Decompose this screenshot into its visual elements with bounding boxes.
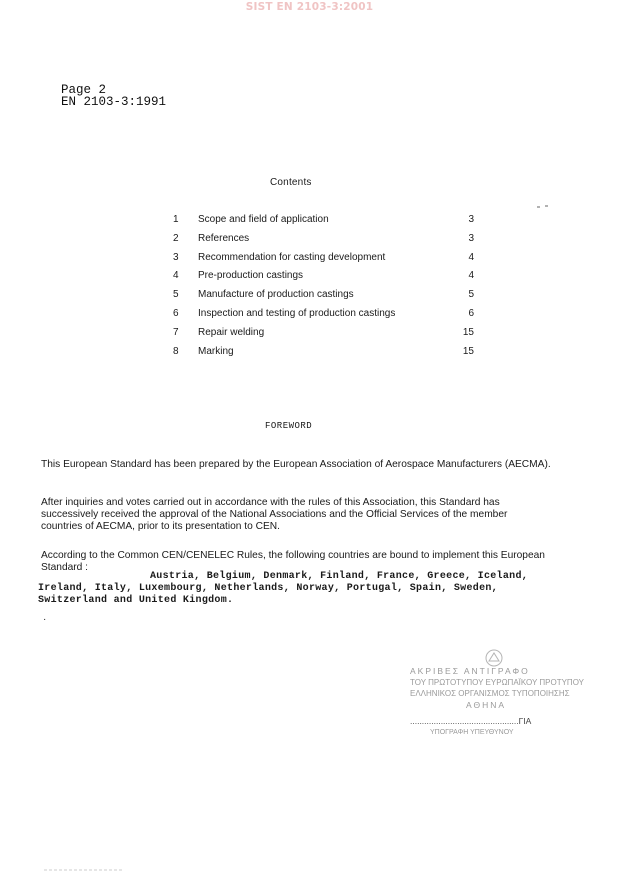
toc-entry[interactable] xyxy=(166,270,486,289)
toc-number: 8 xyxy=(173,345,179,357)
foreword-paragraph-1: This European Standard has been prepared by the European Association of Aerospace Manufacturers (AECMA). xyxy=(41,459,551,470)
toc-page: 3 xyxy=(468,214,474,225)
toc-entry[interactable] xyxy=(166,327,486,346)
countries-line-1: Austria, Belgium, Denmark, Finland, France, Greece, Iceland, xyxy=(150,571,529,582)
page-header xyxy=(61,84,166,108)
toc-number: 5 xyxy=(173,289,179,301)
toc-entry[interactable] xyxy=(166,308,486,327)
stamp-line-1: ΑΚΡΙΒΕΣ ΑΝΤΙΓΡΑΦΟ xyxy=(410,666,530,676)
emblem-icon xyxy=(484,648,504,668)
foreword-title: FOREWORD xyxy=(265,421,313,431)
toc-page: 4 xyxy=(468,251,474,263)
toc-title: References xyxy=(198,232,250,244)
toc-title: Scope and field of application xyxy=(198,214,329,225)
toc-page: 15 xyxy=(462,345,474,357)
foreword-paragraph-3: According to the Common CEN/CENELEC Rules, the following countries are bound to implement this European Standard : xyxy=(41,550,545,573)
table-of-contents xyxy=(166,214,486,364)
toc-number: 3 xyxy=(173,251,179,263)
toc-entry[interactable] xyxy=(166,233,486,252)
toc-number: 4 xyxy=(173,270,179,282)
countries-line-3: Switzerland and United Kingdom. xyxy=(38,595,234,606)
toc-title: Inspection and testing of production castings xyxy=(198,307,396,319)
scan-edge-mark xyxy=(44,868,124,872)
countries-line-2: Ireland, Italy, Luxembourg, Netherlands, Norway, Portugal, Spain, Sweden, xyxy=(38,583,498,594)
toc-number: 7 xyxy=(173,326,179,338)
toc-page: 5 xyxy=(468,289,474,301)
toc-page: 3 xyxy=(468,232,474,244)
toc-number: 1 xyxy=(173,214,179,225)
stamp-line-6: ΥΠΟΓΡΑΦΗ ΥΠΕΥΘΥΝΟΥ xyxy=(430,729,514,736)
stray-mark: · xyxy=(43,614,47,625)
toc-page: 15 xyxy=(462,326,474,338)
certification-stamp xyxy=(396,648,586,743)
stamp-line-4: ΑΘΗΝΑ xyxy=(466,700,507,710)
toc-title: Pre-production castings xyxy=(198,270,304,282)
document-watermark: SIST EN 2103-3:2001 xyxy=(245,1,374,13)
toc-entry[interactable] xyxy=(166,214,486,233)
toc-page: 4 xyxy=(468,270,474,282)
document-number: EN 2103-3:1991 xyxy=(61,95,167,109)
foreword-paragraph-2: After inquiries and votes carried out in accordance with the rules of this Association, this Standard has successively received the approval of the National Associations and the Official Services of the member countries of AECMA, prior to its presentation to CEN. xyxy=(41,497,508,532)
toc-entry[interactable] xyxy=(166,289,486,308)
scan-mark xyxy=(537,205,551,208)
toc-title: Marking xyxy=(198,345,234,357)
toc-title: Repair welding xyxy=(198,326,265,338)
toc-title: Manufacture of production castings xyxy=(198,289,354,301)
toc-number: 2 xyxy=(173,232,179,244)
toc-entry[interactable] xyxy=(166,252,486,271)
toc-number: 6 xyxy=(173,307,179,319)
page-label: Page 2 xyxy=(61,83,107,97)
stamp-line-2: ΤΟΥ ΠΡΩΤΟΤΥΠΟΥ ΕΥΡΩΠΑΪΚΟΥ ΠΡΟΤΥΠΟΥ xyxy=(410,678,584,687)
toc-entry[interactable] xyxy=(166,346,486,365)
stamp-line-3: ΕΛΛΗΝΙΚΟΣ ΟΡΓΑΝΙΣΜΟΣ ΤΥΠΟΠΟΙΗΣΗΣ xyxy=(410,689,570,698)
toc-title: Recommendation for casting development xyxy=(198,251,386,263)
stamp-line-5: ..............................................ΓΙΑ xyxy=(410,716,532,726)
toc-page: 6 xyxy=(468,307,474,319)
contents-title: Contents xyxy=(270,177,312,188)
